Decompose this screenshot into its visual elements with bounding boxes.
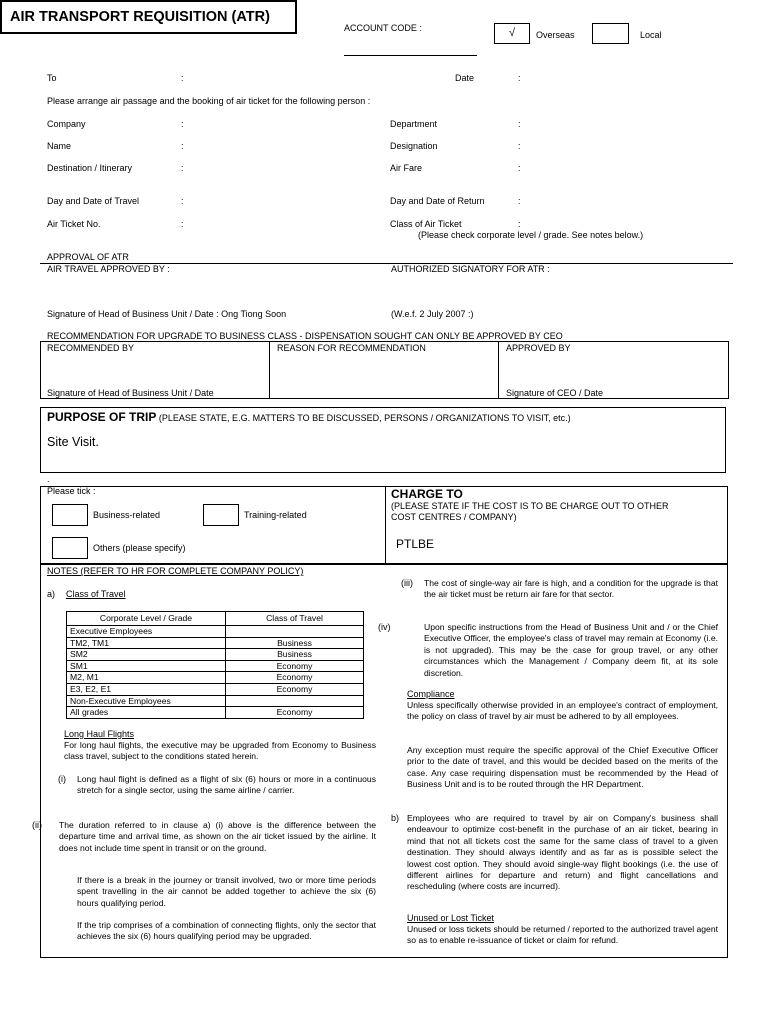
- business-label: Business-related: [93, 510, 161, 520]
- table-row: [67, 672, 364, 684]
- approval-heading: APPROVAL OF ATR: [47, 252, 129, 262]
- class-cell: Economy: [226, 683, 364, 695]
- business-checkbox[interactable]: [52, 504, 88, 526]
- clause-ii-label: (ii): [32, 820, 42, 830]
- name-colon: :: [181, 141, 184, 151]
- account-code-label: ACCOUNT CODE :: [344, 23, 422, 33]
- compliance-text: Unless specifically otherwise provided in an employee's contract of employment, the policy on class of travel by air must be adhered to by all employees.: [407, 700, 718, 722]
- notes-heading: NOTES (REFER TO HR FOR COMPLETE COMPANY POLICY): [47, 566, 304, 576]
- clause-i-label: (i): [58, 774, 66, 784]
- grade-cell: M2, M1: [67, 672, 226, 684]
- charge-title: CHARGE TO: [391, 487, 463, 501]
- clause-iv-label: (iv): [378, 622, 391, 632]
- exception-text: Any exception must require the specific approval of the Chief Executive Officer prior to the date of travel, and this would be decided based on the merits of the case. Any case requiring dispensation must be recommended by the Head of Business Unit and is to be routed through the HR Department.: [407, 745, 718, 790]
- purpose-title: PURPOSE OF TRIP: [47, 410, 157, 424]
- rec-col-divider-1: [269, 341, 270, 399]
- ticket-no-label: Air Ticket No.: [47, 219, 101, 229]
- local-label: Local: [640, 30, 662, 40]
- ceo-signature-label: Signature of CEO / Date: [506, 388, 604, 398]
- recommendation-heading: RECOMMENDATION FOR UPGRADE TO BUSINESS CLASS - DISPENSATION SOUGHT CAN ONLY BE APPROVED BY CEO: [47, 331, 563, 341]
- reason-label: REASON FOR RECOMMENDATION: [277, 343, 426, 353]
- purpose-value[interactable]: Site Visit.: [47, 435, 99, 449]
- name-label: Name: [47, 141, 72, 151]
- table-header: Corporate Level / Grade: [67, 612, 226, 626]
- grade-cell: Executive Employees: [67, 626, 226, 638]
- class-note: (Please check corporate level / grade. See notes below.): [418, 230, 644, 240]
- grade-cell: SM1: [67, 660, 226, 672]
- form-title: AIR TRANSPORT REQUISITION (ATR): [0, 0, 297, 34]
- company-colon: :: [181, 119, 184, 129]
- designation-label: Designation: [390, 141, 438, 151]
- air-fare-colon: :: [518, 163, 521, 173]
- charge-value[interactable]: PTLBE: [396, 537, 435, 551]
- tick-label: Please tick :: [47, 486, 96, 496]
- ticket-no-colon: :: [181, 219, 184, 229]
- long-haul-text: For long haul flights, the executive may be upgraded from Economy to Business class travel, subject to the conditions stated herein.: [64, 740, 376, 762]
- clause-b-label: b): [391, 813, 400, 823]
- designation-colon: :: [518, 141, 521, 151]
- clause-iv-text: Upon specific instructions from the Head of Business Unit and / or the Chief Executive Officer, the employee's class of travel may remain at Economy (i.e. is not upgraded). This may be the case for group travel, or any other circumstances which the Management / Company deem fit, at its sole discretion.: [424, 622, 718, 678]
- table-row: [67, 637, 364, 649]
- compliance-title: Compliance: [407, 689, 455, 699]
- grade-cell: Non-Executive Employees: [67, 695, 226, 707]
- table-row: [67, 695, 364, 707]
- table-row: [67, 707, 364, 719]
- clause-ii-text: The duration referred to in clause a) (i) above is the difference between the departure time and arrival time, as shown on the air ticket issued by the airline. It does not include time spent in transit or on the ground.: [59, 820, 376, 853]
- training-label: Training-related: [244, 510, 307, 520]
- travel-date-colon: :: [181, 196, 184, 206]
- authorized-label: AUTHORIZED SIGNATORY FOR ATR :: [391, 264, 550, 274]
- table-row: [67, 626, 364, 638]
- class-cell: [226, 626, 364, 638]
- class-colon: :: [518, 219, 521, 229]
- clause-iii-text: The cost of single-way air fare is high, and a condition for the upgrade is that the air ticket must be return air fare for that sector.: [424, 578, 718, 600]
- class-of-travel-table: [66, 611, 364, 719]
- class-cell: Economy: [226, 672, 364, 684]
- company-label: Company: [47, 119, 86, 129]
- rec-signature-label: Signature of Head of Business Unit / Date: [47, 388, 214, 398]
- approved-by-ceo-label: APPROVED BY: [506, 343, 571, 353]
- intro-text: Please arrange air passage and the booking of air ticket for the following person :: [47, 96, 371, 106]
- charge-hint-2: COST CENTRES / COMPANY): [391, 512, 517, 522]
- recommended-by-label: RECOMMENDED BY: [47, 343, 135, 353]
- local-checkbox[interactable]: [592, 23, 629, 44]
- unused-title: Unused or Lost Ticket: [407, 913, 495, 923]
- clause-i-text: Long haul flight is defined as a flight of six (6) hours or more in a continuous stretch for a single sector, using the same airline / carrier.: [77, 774, 376, 796]
- unused-text: Unused or loss tickets should be returned / reported to the authorized travel agent so as to enable re-issuance of ticket or claim for refund.: [407, 924, 718, 946]
- to-label: To: [47, 73, 57, 83]
- class-cell: Economy: [226, 707, 364, 719]
- approval-signature: Signature of Head of Business Unit / Date : Ong Tiong Soon: [47, 309, 287, 319]
- clause-ii-text-3: If the trip comprises of a combination of connecting flights, only the sector that achieves the six (6) hours qualifying period may be upgraded.: [77, 920, 376, 942]
- account-code-field[interactable]: [344, 55, 477, 56]
- to-colon: :: [181, 73, 184, 83]
- overseas-label: Overseas: [536, 30, 575, 40]
- class-cell: Business: [226, 637, 364, 649]
- department-label: Department: [390, 119, 438, 129]
- destination-colon: :: [181, 163, 184, 173]
- return-date-label: Day and Date of Return: [390, 196, 485, 206]
- destination-label: Destination / Itinerary: [47, 163, 133, 173]
- class-cell: [226, 695, 364, 707]
- class-cell: Economy: [226, 660, 364, 672]
- overseas-checkbox[interactable]: √: [494, 23, 530, 44]
- approved-by-label: AIR TRAVEL APPROVED BY :: [47, 264, 170, 274]
- charge-hint-1: (PLEASE STATE IF THE COST IS TO BE CHARGE OUT TO OTHER: [391, 501, 669, 511]
- clause-ii-text-2: If there is a break in the journey or transit involved, two or more time periods spent travelling in the air cannot be added together to achieve the six (6) hours qualifying period.: [77, 875, 376, 908]
- department-colon: :: [518, 119, 521, 129]
- clause-iii-label: (iii): [401, 578, 413, 588]
- travel-date-label: Day and Date of Travel: [47, 196, 140, 206]
- air-fare-label: Air Fare: [390, 163, 423, 173]
- class-label: Class of Air Ticket: [390, 219, 462, 229]
- clause-b-text: Employees who are required to travel by air on Company's business shall endeavour to optimize cost-benefit in the purchase of an air ticket, bearing in mind that not all tickets cost the same for the same class of travel to a given destination. They should always identify and as far as is possible select the lowest cost option. They should avoid single-way flight bookings (i.e. the use of different airlines for departure and return) and flight cancellations and rescheduling (where costs are incurred).: [407, 813, 718, 892]
- grade-cell: TM2, TM1: [67, 637, 226, 649]
- table-header-row: [67, 612, 364, 626]
- long-haul-title: Long Haul Flights: [64, 729, 135, 739]
- grade-cell: All grades: [67, 707, 226, 719]
- table-header: Class of Travel: [226, 612, 364, 626]
- date-label: Date: [455, 73, 475, 83]
- grade-cell: E3, E2, E1: [67, 683, 226, 695]
- notes-a-title: Class of Travel: [66, 589, 126, 599]
- class-cell: Business: [226, 649, 364, 661]
- training-checkbox[interactable]: [203, 504, 239, 526]
- grade-cell: SM2: [67, 649, 226, 661]
- table-row: [67, 683, 364, 695]
- others-checkbox[interactable]: [52, 537, 88, 559]
- others-label: Others (please specify): [93, 543, 186, 553]
- date-colon: :: [518, 73, 521, 83]
- purpose-hint: (PLEASE STATE, E.G. MATTERS TO BE DISCUSSED, PERSONS / ORGANIZATIONS TO VISIT, etc.): [158, 413, 571, 423]
- return-date-colon: :: [518, 196, 521, 206]
- purpose-dot: .: [47, 474, 50, 484]
- table-row: [67, 660, 364, 672]
- table-row: [67, 649, 364, 661]
- purpose-heading: [47, 410, 571, 424]
- tick-charge-divider: [385, 486, 386, 564]
- notes-a-label: a): [47, 589, 56, 599]
- rec-col-divider-2: [498, 341, 499, 399]
- wef-date: (W.e.f. 2 July 2007 :): [391, 309, 474, 319]
